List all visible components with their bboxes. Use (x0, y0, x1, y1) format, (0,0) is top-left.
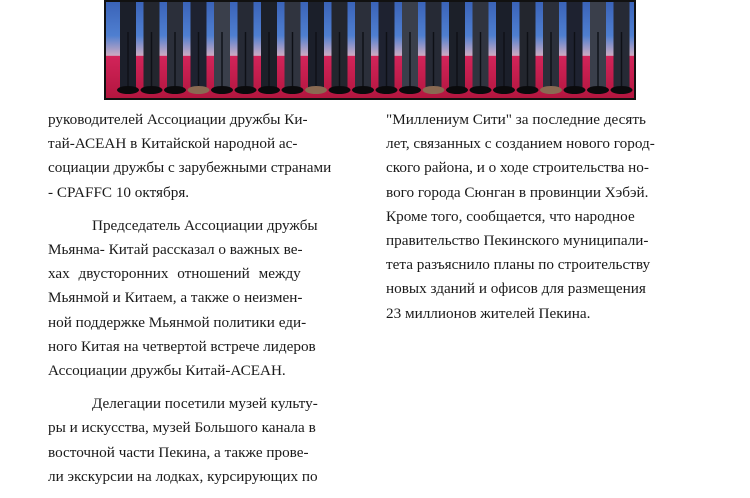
text-line: Кроме того, сообщается, что народное (386, 207, 635, 225)
person-leg-gap (456, 32, 457, 88)
person-shoes (517, 86, 539, 94)
person-shoes (188, 86, 210, 94)
paragraph (48, 392, 362, 489)
text-line: Председатель Ассоциации дружбы (92, 216, 318, 234)
person-shoes (446, 86, 468, 94)
text-line: - CPAFFC 10 октября. (48, 183, 190, 201)
text-line: Ассоциации дружбы Китай-АСЕАН. (48, 362, 286, 380)
paragraph (386, 108, 704, 326)
person-shoes (164, 86, 186, 94)
text-line: правительство Пекинского муниципали- (386, 232, 649, 250)
person-shoes (329, 86, 351, 94)
person-shoes (282, 86, 304, 94)
text-line: ной поддержке Мьянмой политики еди- (48, 313, 307, 331)
person-leg-gap (480, 32, 481, 88)
person-shoes (235, 86, 257, 94)
person-shoes (470, 86, 492, 94)
person-leg-gap (550, 32, 551, 88)
person-leg-gap (409, 32, 410, 88)
person-leg-gap (339, 32, 340, 88)
text-line: ли экскурсии на лодках, курсирующих по (48, 467, 318, 485)
text-line: восточной части Пекина, а также прове- (48, 443, 309, 461)
right-column (386, 108, 704, 335)
person-leg-gap (198, 32, 199, 88)
person-shoes (399, 86, 421, 94)
person-shoes (587, 86, 609, 94)
person-shoes (540, 86, 562, 94)
text-line: новых зданий и офисов для размещения (386, 280, 646, 298)
person-leg-gap (574, 32, 575, 88)
person-leg-gap (597, 32, 598, 88)
text-line: вого города Сюнган в провинции Хэбэй. (386, 183, 649, 201)
text-line: Делегации посетили музей культу- (92, 395, 318, 413)
text-line: "Миллениум Сити" за последние десять (386, 111, 646, 128)
person-shoes (211, 86, 233, 94)
person-leg-gap (386, 32, 387, 88)
person-leg-gap (527, 32, 528, 88)
text-line: тай-АСЕАН в Китайской народной ас- (48, 135, 298, 153)
person-leg-gap (221, 32, 222, 88)
person-leg-gap (151, 32, 152, 88)
person-leg-gap (621, 32, 622, 88)
person-leg-gap (362, 32, 363, 88)
person-leg-gap (127, 32, 128, 88)
text-line: Мьянмой и Китаем, а также о неизмен- (48, 289, 303, 307)
paragraph (48, 214, 362, 383)
person-shoes (305, 86, 327, 94)
person-leg-gap (268, 32, 269, 88)
person-shoes (493, 86, 515, 94)
text-line: ского района, и о ходе строительства но- (386, 159, 649, 177)
person-leg-gap (245, 32, 246, 88)
person-leg-gap (433, 32, 434, 88)
person-leg-gap (503, 32, 504, 88)
person-leg-gap (292, 32, 293, 88)
photo-people-illustration (106, 2, 636, 100)
text-line: тета разъяснило планы по строительству (386, 256, 651, 274)
text-line: руководителей Ассоциации дружбы Ки- (48, 111, 308, 128)
paragraph (48, 108, 362, 205)
person-shoes (423, 86, 445, 94)
person-shoes (141, 86, 163, 94)
left-column (48, 108, 362, 498)
person-shoes (376, 86, 398, 94)
group-photo (104, 0, 636, 100)
person-leg-gap (174, 32, 175, 88)
text-line: ры и искусства, музей Большого канала в (48, 419, 316, 437)
text-line: ного Китая на четвертой встрече лидеров (48, 337, 316, 355)
person-shoes (352, 86, 374, 94)
text-line: хах двусторонних отношений между (48, 265, 301, 283)
person-leg-gap (315, 32, 316, 88)
text-line: Мьянма- Китай рассказал о важных ве- (48, 241, 303, 259)
person-shoes (611, 86, 633, 94)
text-line: социации дружбы с зарубежными странами (48, 159, 332, 177)
person-shoes (258, 86, 280, 94)
text-line: 23 миллионов жителей Пекина. (386, 304, 591, 322)
person-shoes (117, 86, 139, 94)
person-shoes (564, 86, 586, 94)
text-line: лет, связанных с созданием нового город- (386, 135, 655, 153)
